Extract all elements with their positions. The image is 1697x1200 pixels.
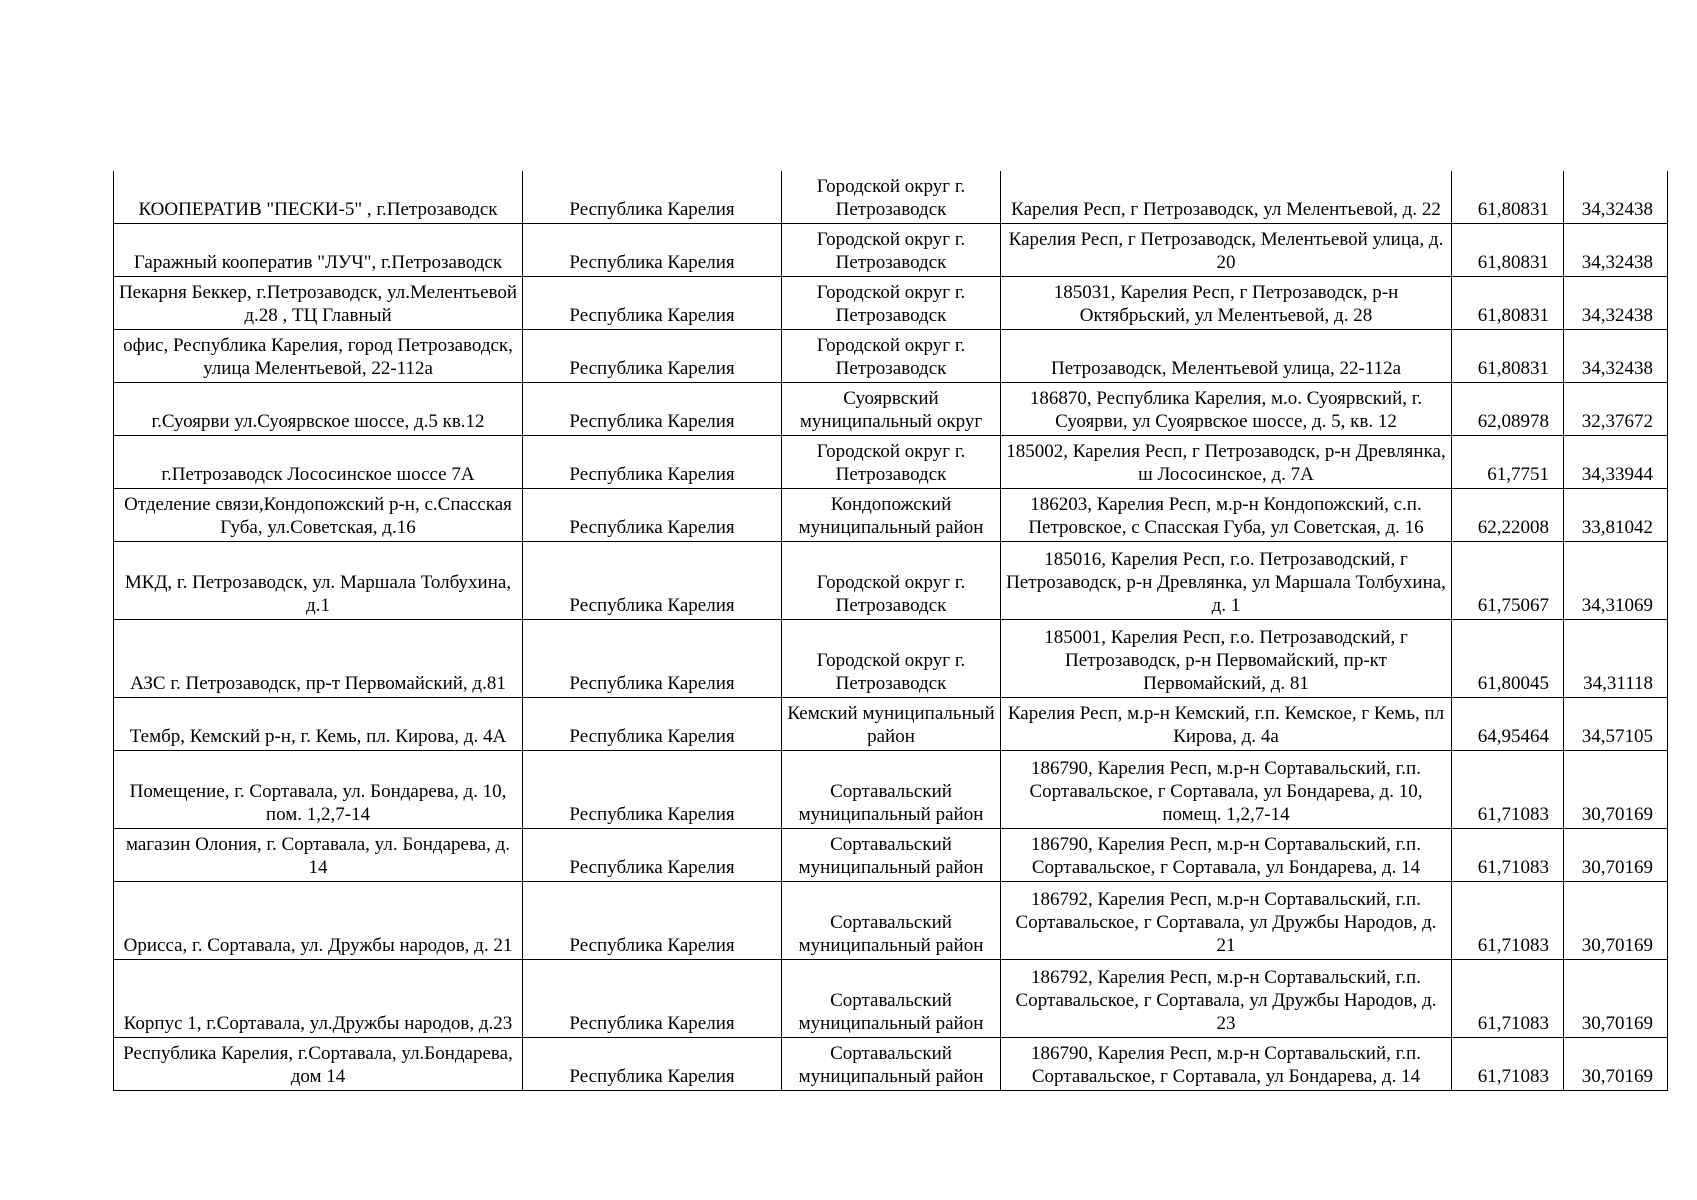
municipality-cell: Сортавальский муниципальный район <box>782 882 1001 960</box>
longitude-cell: 30,70169 <box>1564 1038 1668 1091</box>
municipality-cell: Сортавальский муниципальный район <box>782 751 1001 829</box>
latitude-cell: 61,80831 <box>1452 277 1564 330</box>
longitude-cell: 34,31118 <box>1564 620 1668 698</box>
municipality-cell: Городской округ г. Петрозаводск <box>782 330 1001 383</box>
region-cell: Республика Карелия <box>523 829 782 882</box>
region-cell: Республика Карелия <box>523 489 782 542</box>
latitude-cell: 61,7751 <box>1452 436 1564 489</box>
object-name-cell: магазин Олония, г. Сортавала, ул. Бондарева, д. 14 <box>114 829 523 882</box>
table-row <box>114 171 1668 224</box>
object-name-cell: г.Суоярви ул.Суоярвское шоссе, д.5 кв.12 <box>114 383 523 436</box>
municipality-cell: Сортавальский муниципальный район <box>782 829 1001 882</box>
address-cell: Карелия Респ, г Петрозаводск, Мелентьевой улица, д. 20 <box>1001 224 1452 277</box>
longitude-cell: 30,70169 <box>1564 960 1668 1038</box>
longitude-cell: 30,70169 <box>1564 829 1668 882</box>
table-row <box>114 224 1668 277</box>
longitude-cell: 32,37672 <box>1564 383 1668 436</box>
table-row <box>114 330 1668 383</box>
object-name-cell: Отделение связи,Кондопожский р-н, с.Спасская Губа, ул.Советская, д.16 <box>114 489 523 542</box>
address-cell: 186870, Республика Карелия, м.о. Суоярвский, г. Суоярви, ул Суоярвское шоссе, д. 5, кв. 12 <box>1001 383 1452 436</box>
region-cell: Республика Карелия <box>523 436 782 489</box>
longitude-cell: 34,31069 <box>1564 542 1668 620</box>
municipality-cell: Городской округ г. Петрозаводск <box>782 436 1001 489</box>
municipality-cell: Суоярвский муниципальный округ <box>782 383 1001 436</box>
latitude-cell: 61,71083 <box>1452 960 1564 1038</box>
region-cell: Республика Карелия <box>523 383 782 436</box>
latitude-cell: 61,80831 <box>1452 224 1564 277</box>
table-row <box>114 829 1668 882</box>
longitude-cell: 34,33944 <box>1564 436 1668 489</box>
table-row <box>114 620 1668 698</box>
municipality-cell: Городской округ г. Петрозаводск <box>782 224 1001 277</box>
object-name-cell: офис, Республика Карелия, город Петрозаводск, улица Мелентьевой, 22-112а <box>114 330 523 383</box>
municipality-cell: Городской округ г. Петрозаводск <box>782 542 1001 620</box>
address-cell: Петрозаводск, Мелентьевой улица, 22-112а <box>1001 330 1452 383</box>
object-name-cell: Пекарня Беккер, г.Петрозаводск, ул.Мелентьевой д.28 , ТЦ Главный <box>114 277 523 330</box>
object-name-cell: Помещение, г. Сортавала, ул. Бондарева, д. 10, пом. 1,2,7-14 <box>114 751 523 829</box>
municipality-cell: Кондопожский муниципальный район <box>782 489 1001 542</box>
longitude-cell: 30,70169 <box>1564 751 1668 829</box>
latitude-cell: 61,71083 <box>1452 829 1564 882</box>
longitude-cell: 34,32438 <box>1564 171 1668 224</box>
municipality-cell: Сортавальский муниципальный район <box>782 1038 1001 1091</box>
latitude-cell: 61,80831 <box>1452 171 1564 224</box>
address-cell: 185002, Карелия Респ, г Петрозаводск, р-н Древлянка, ш Лососинское, д. 7А <box>1001 436 1452 489</box>
region-cell: Республика Карелия <box>523 698 782 751</box>
object-name-cell: Гаражный кооператив "ЛУЧ", г.Петрозаводск <box>114 224 523 277</box>
latitude-cell: 64,95464 <box>1452 698 1564 751</box>
object-name-cell: г.Петрозаводск Лососинское шоссе 7А <box>114 436 523 489</box>
latitude-cell: 61,71083 <box>1452 882 1564 960</box>
municipality-cell: Городской округ г. Петрозаводск <box>782 277 1001 330</box>
address-cell: 186790, Карелия Респ, м.р-н Сортавальский, г.п. Сортавальское, г Сортавала, ул Бондарева, д. 14 <box>1001 1038 1452 1091</box>
address-cell: 186790, Карелия Респ, м.р-н Сортавальский, г.п. Сортавальское, г Сортавала, ул Бондарева, д. 10, помещ. 1,2,7-14 <box>1001 751 1452 829</box>
object-name-cell: Республика Карелия, г.Сортавала, ул.Бондарева, дом 14 <box>114 1038 523 1091</box>
object-name-cell: Корпус 1, г.Сортавала, ул.Дружбы народов, д.23 <box>114 960 523 1038</box>
longitude-cell: 30,70169 <box>1564 882 1668 960</box>
latitude-cell: 61,80045 <box>1452 620 1564 698</box>
latitude-cell: 61,71083 <box>1452 751 1564 829</box>
latitude-cell: 61,80831 <box>1452 330 1564 383</box>
object-name-cell: КООПЕРАТИВ "ПЕСКИ-5" , г.Петрозаводск <box>114 171 523 224</box>
address-cell: 185016, Карелия Респ, г.о. Петрозаводский, г Петрозаводск, р-н Древлянка, ул Маршала Толбухина, д. 1 <box>1001 542 1452 620</box>
table-row <box>114 383 1668 436</box>
region-cell: Республика Карелия <box>523 277 782 330</box>
table-row <box>114 751 1668 829</box>
address-cell: 186792, Карелия Респ, м.р-н Сортавальский, г.п. Сортавальское, г Сортавала, ул Дружбы Народов, д. 21 <box>1001 882 1452 960</box>
table-row <box>114 277 1668 330</box>
region-cell: Республика Карелия <box>523 882 782 960</box>
latitude-cell: 61,71083 <box>1452 1038 1564 1091</box>
table-row <box>114 882 1668 960</box>
object-name-cell: МКД, г. Петрозаводск, ул. Маршала Толбухина, д.1 <box>114 542 523 620</box>
address-cell: Карелия Респ, г Петрозаводск, ул Мелентьевой, д. 22 <box>1001 171 1452 224</box>
table-row <box>114 436 1668 489</box>
municipality-cell: Кемский муниципальный район <box>782 698 1001 751</box>
object-name-cell: АЗС г. Петрозаводск, пр-т Первомайский, д.81 <box>114 620 523 698</box>
latitude-cell: 62,08978 <box>1452 383 1564 436</box>
longitude-cell: 34,57105 <box>1564 698 1668 751</box>
table-row <box>114 542 1668 620</box>
address-cell: Карелия Респ, м.р-н Кемский, г.п. Кемское, г Кемь, пл Кирова, д. 4а <box>1001 698 1452 751</box>
object-name-cell: Тембр, Кемский р-н, г. Кемь, пл. Кирова, д. 4А <box>114 698 523 751</box>
address-cell: 185031, Карелия Респ, г Петрозаводск, р-н Октябрьский, ул Мелентьевой, д. 28 <box>1001 277 1452 330</box>
longitude-cell: 34,32438 <box>1564 330 1668 383</box>
municipality-cell: Сортавальский муниципальный район <box>782 960 1001 1038</box>
region-cell: Республика Карелия <box>523 1038 782 1091</box>
object-name-cell: Орисса, г. Сортавала, ул. Дружбы народов, д. 21 <box>114 882 523 960</box>
region-cell: Республика Карелия <box>523 751 782 829</box>
region-cell: Республика Карелия <box>523 960 782 1038</box>
region-cell: Республика Карелия <box>523 620 782 698</box>
latitude-cell: 61,75067 <box>1452 542 1564 620</box>
longitude-cell: 34,32438 <box>1564 224 1668 277</box>
address-cell: 186203, Карелия Респ, м.р-н Кондопожский, с.п. Петровское, с Спасская Губа, ул Советская, д. 16 <box>1001 489 1452 542</box>
table-row <box>114 960 1668 1038</box>
table-row <box>114 489 1668 542</box>
address-cell: 185001, Карелия Респ, г.о. Петрозаводский, г Петрозаводск, р-н Первомайский, пр-кт Первомайский, д. 81 <box>1001 620 1452 698</box>
municipality-cell: Городской округ г. Петрозаводск <box>782 171 1001 224</box>
region-cell: Республика Карелия <box>523 542 782 620</box>
table-row <box>114 1038 1668 1091</box>
longitude-cell: 33,81042 <box>1564 489 1668 542</box>
longitude-cell: 34,32438 <box>1564 277 1668 330</box>
address-cell: 186792, Карелия Респ, м.р-н Сортавальский, г.п. Сортавальское, г Сортавала, ул Дружбы Народов, д. 23 <box>1001 960 1452 1038</box>
municipality-cell: Городской округ г. Петрозаводск <box>782 620 1001 698</box>
region-cell: Республика Карелия <box>523 330 782 383</box>
address-table <box>113 171 1668 1091</box>
table-row <box>114 698 1668 751</box>
region-cell: Республика Карелия <box>523 171 782 224</box>
latitude-cell: 62,22008 <box>1452 489 1564 542</box>
region-cell: Республика Карелия <box>523 224 782 277</box>
address-cell: 186790, Карелия Респ, м.р-н Сортавальский, г.п. Сортавальское, г Сортавала, ул Бондарева, д. 14 <box>1001 829 1452 882</box>
